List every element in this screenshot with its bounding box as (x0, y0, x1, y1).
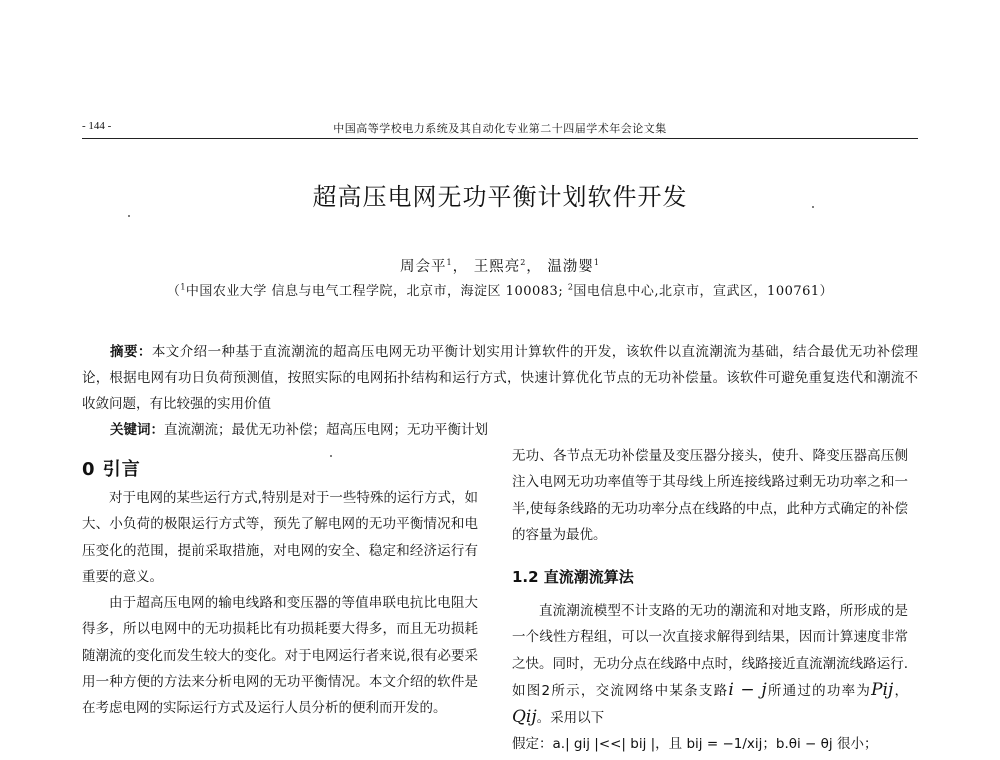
keywords-text: 直流潮流；最优无功补偿；超高压电网；无功平衡计划 (164, 422, 488, 438)
affiliations: （$^1$中国农业大学 信息与电气工程学院，北京市，海淀区 100083; $^2$国电信息中心,北京市，宣武区，100761） (166, 282, 834, 299)
branch-symbol: i − j (728, 679, 767, 700)
author-affil-mark: 1 (593, 258, 600, 268)
section-heading-intro: 0 引言 (82, 459, 141, 480)
keywords (110, 418, 488, 438)
author-name: 温渤婴 (547, 259, 594, 275)
abstract-label: 摘要： (110, 344, 152, 360)
header-rule (82, 138, 918, 139)
paragraph: 对于电网的某些运行方式,特别是对于一些特殊的运行方式，如大、小负荷的极限运行方式等，预先了解电网的无功平衡情况和电压变化的范围，提前采取措施，对电网的安全、稳定和经济运行有重要的意义。 (82, 490, 478, 585)
author-list: 周会平$^1$， 王熙亮$^2$， 温渤婴$^1$ (400, 258, 600, 275)
keywords-label: 关键词： (110, 422, 164, 438)
author-affil-mark: 2 (520, 258, 527, 268)
scan-speck (330, 455, 332, 457)
scan-speck (128, 215, 130, 217)
right-column-bottom (512, 598, 908, 758)
paragraph: 无功、各节点无功补偿量及变压器分接头，使升、降变压器高压侧注入电网无功功率值等于其母线上所连接线路过剩无功功率之和一半,使每条线路的无功功率分点在线路的中点，此种方式确定的补偿的容量为最优。 (512, 448, 908, 543)
page-header (82, 120, 918, 140)
power-q: Qij (512, 707, 537, 728)
left-column (82, 485, 478, 722)
scan-speck (812, 206, 814, 208)
paper-title: 超高压电网无功平衡计划软件开发 (312, 183, 688, 211)
paragraph: 假定：a.| gij |<<| bij |，且 bij = −1/xij；b.θi − θj 很小； (512, 736, 878, 753)
running-title: 中国高等学校电力系统及其自动化专业第二十四届学术年会论文集 (333, 122, 667, 135)
author-name: 王熙亮 (473, 259, 521, 275)
section-heading-dc-flow: 1.2 直流潮流算法 (512, 568, 634, 586)
abstract (82, 339, 918, 417)
paragraph: 直流潮流模型不计支路的无功的潮流和对地支路，所形成的是一个线性方程组，可以一次直接求解得到结果，因而计算速度非常之快。同时，无功分点在线路中点时，线路接近直流潮流线路运行.如图2所示，交流网络中某条支路i − j所通过的功率为Pij，Qij。采用以下 (512, 603, 909, 728)
affiliation-1: 中国农业大学 信息与电气工程学院，北京市，海淀区 100083; (185, 284, 568, 299)
paragraph: 由于超高压电网的输电线路和变压器的等值串联电抗比电阻大得多，所以电网中的无功损耗比有功损耗要大得多，而且无功损耗随潮流的变化而发生较大的变化。对于电网运行者来说,很有必要采用一种方便的方法来分析电网的无功平衡情况。本文介绍的软件是在考虑电网的实际运行方式及运行人员分析的便利而开发的。 (82, 595, 478, 717)
author-affil-mark: 1 (446, 258, 453, 268)
right-column-top (512, 443, 908, 548)
author-name: 周会平 (400, 259, 447, 275)
page-number: - 144 - (82, 120, 112, 132)
affiliation-2: 国电信息中心,北京市，宣武区，100761） (573, 284, 834, 299)
abstract-text: 本文介绍一种基于直流潮流的超高压电网无功平衡计划实用计算软件的开发，该软件以直流潮流为基础，结合最优无功补偿理论，根据电网有功日负荷预测值，按照实际的电网拓扑结构和运行方式，快速计算优化节点的无功补偿量。该软件可避免重复迭代和潮流不收敛问题，有比较强的实用价值 (82, 344, 919, 412)
power-p: Pij (871, 679, 894, 700)
